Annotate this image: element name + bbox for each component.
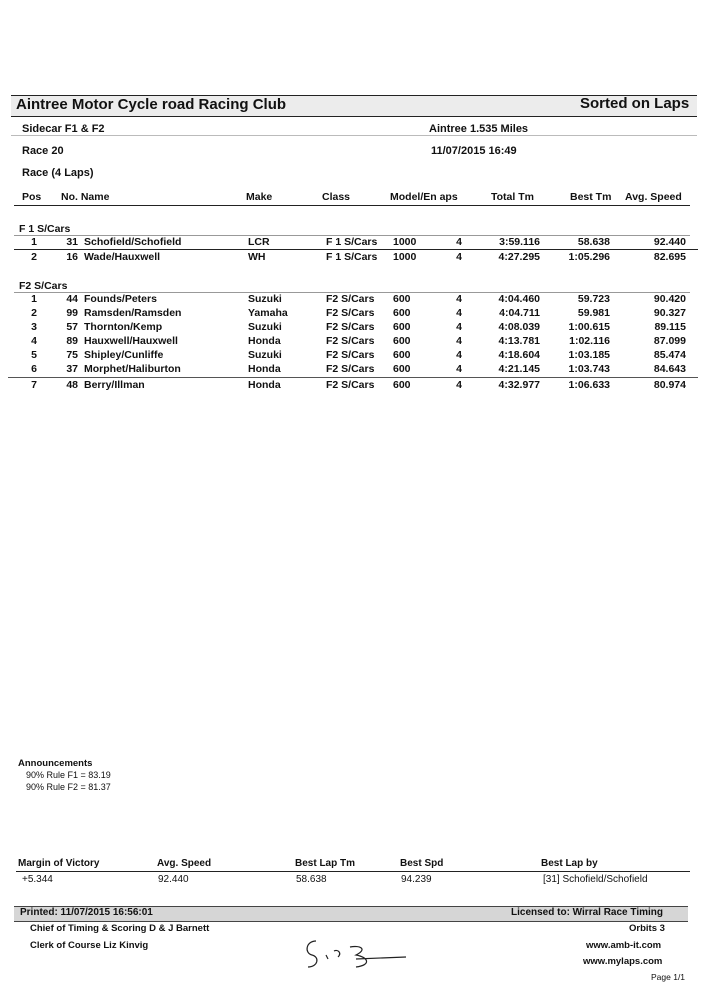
cell-laps: 4: [456, 236, 462, 248]
table-row: [0, 307, 707, 321]
column-header-row: [0, 191, 707, 205]
cell-pos: 6: [31, 363, 37, 375]
summary-underline: [16, 871, 690, 872]
cell-laps: 4: [456, 293, 462, 305]
cell-class: F2 S/Cars: [326, 335, 375, 347]
race-number: Race 20: [22, 145, 64, 157]
cell-total: 4:32.977: [498, 379, 540, 391]
col-avg: Avg. Speed: [625, 191, 682, 203]
cell-pos: 2: [31, 251, 37, 263]
cell-no: 48: [66, 379, 78, 391]
cell-no: 89: [66, 335, 78, 347]
cell-pos: 4: [31, 335, 37, 347]
group-label: F2 S/Cars: [19, 280, 68, 292]
col-total: Total Tm: [491, 191, 534, 203]
chief-of-timing: Chief of Timing & Scoring D & J Barnett: [30, 923, 210, 934]
cell-avg: 80.974: [653, 379, 686, 391]
clerk-of-course: Clerk of Course Liz Kinvig: [30, 940, 149, 951]
cell-no: 31: [66, 236, 78, 248]
cell-name: Hauxwell/Hauxwell: [84, 335, 178, 347]
cell-best: 1:00.615: [568, 321, 610, 333]
cell-make: Honda: [248, 363, 281, 375]
table-row: [0, 379, 707, 393]
signature-mark: [298, 935, 408, 975]
table-row: [0, 293, 707, 307]
cell-make: LCR: [248, 236, 270, 248]
col-class: Class: [322, 191, 351, 203]
cell-avg: 90.420: [653, 293, 686, 305]
summary-best-lap: 58.638: [296, 874, 327, 885]
event-name: Sidecar F1 & F2: [22, 123, 105, 135]
summary-header-best-lap: Best Lap Tm: [295, 858, 356, 869]
announcement-line: 90% Rule F2 = 81.37: [26, 782, 111, 792]
cell-make: WH: [248, 251, 266, 263]
cell-total: 4:04.460: [498, 293, 540, 305]
cell-avg: 89.115: [654, 321, 686, 333]
column-header-underline: [14, 205, 690, 206]
cell-model: 600: [393, 379, 411, 391]
cell-best: 1:03.743: [568, 363, 610, 375]
cell-laps: 4: [456, 307, 462, 319]
cell-name: Berry/Illman: [84, 379, 145, 391]
cell-total: 3:59.116: [499, 236, 540, 248]
cell-make: Honda: [248, 335, 281, 347]
table-row: [0, 251, 707, 265]
cell-model: 1000: [393, 251, 417, 263]
cell-model: 600: [393, 307, 411, 319]
cell-avg: 92.440: [653, 236, 686, 248]
cell-pos: 7: [31, 379, 37, 391]
col-pos: Pos: [22, 191, 42, 203]
cell-best: 1:06.633: [568, 379, 610, 391]
cell-pos: 1: [31, 293, 37, 305]
printed-timestamp: Printed: 11/07/2015 16:56:01: [20, 907, 153, 918]
table-row: [0, 321, 707, 335]
table-row: [0, 236, 707, 250]
sort-label: Sorted on Laps: [580, 95, 690, 112]
cell-no: 99: [66, 307, 78, 319]
licensed-to: Licensed to: Wirral Race Timing: [511, 907, 663, 918]
summary-margin: +5.344: [22, 874, 53, 885]
cell-total: 4:13.781: [498, 335, 540, 347]
cell-pos: 2: [31, 307, 37, 319]
cell-name: Wade/Hauxwell: [84, 251, 161, 263]
summary-best-spd: 94.239: [401, 874, 432, 885]
announcement-line: 90% Rule F1 = 83.19: [26, 770, 111, 780]
cell-model: 1000: [393, 236, 417, 248]
venue: Aintree 1.535 Miles: [429, 123, 529, 135]
summary-best-by: [31] Schofield/Schofield: [543, 874, 648, 885]
cell-total: 4:08.039: [498, 321, 540, 333]
orbits-version: Orbits 3: [629, 923, 665, 934]
cell-laps: 4: [456, 251, 462, 263]
cell-pos: 1: [31, 236, 37, 248]
cell-name: Morphet/Haliburton: [84, 363, 181, 375]
cell-laps: 4: [456, 321, 462, 333]
cell-pos: 3: [31, 321, 37, 333]
header-divider: [11, 135, 697, 136]
cell-avg: 90.327: [653, 307, 686, 319]
cell-model: 600: [393, 293, 411, 305]
cell-no: 37: [66, 363, 78, 375]
race-description: Race (4 Laps): [22, 167, 94, 179]
url-mylaps: www.mylaps.com: [583, 956, 663, 967]
summary-header-avg: Avg. Speed: [157, 858, 212, 869]
page-number: Page 1/1: [651, 972, 686, 982]
summary-header-best-by: Best Lap by: [541, 858, 598, 869]
col-make: Make: [246, 191, 273, 203]
cell-model: 600: [393, 335, 411, 347]
summary-header-margin: Margin of Victory: [18, 858, 100, 869]
cell-best: 59.723: [577, 293, 610, 305]
cell-best: 1:05.296: [568, 251, 610, 263]
cell-name: Schofield/Schofield: [84, 236, 182, 248]
cell-avg: 85.474: [653, 349, 686, 361]
cell-class: F2 S/Cars: [326, 349, 375, 361]
cell-name: Founds/Peters: [84, 293, 157, 305]
cell-class: F2 S/Cars: [326, 307, 375, 319]
cell-total: 4:27.295: [498, 251, 540, 263]
cell-avg: 87.099: [653, 335, 686, 347]
cell-make: Yamaha: [248, 307, 288, 319]
cell-make: Honda: [248, 379, 281, 391]
cell-make: Suzuki: [248, 293, 282, 305]
cell-no: 57: [66, 321, 78, 333]
cell-total: 4:04.711: [499, 307, 540, 319]
cell-pos: 5: [31, 349, 37, 361]
cell-best: 1:03.185: [568, 349, 610, 361]
race-datetime: 11/07/2015 16:49: [431, 145, 517, 157]
cell-name: Shipley/Cunliffe: [84, 349, 164, 361]
cell-best: 1:02.116: [569, 335, 610, 347]
url-amb: www.amb-it.com: [586, 940, 662, 951]
summary-header-best-spd: Best Spd: [400, 858, 444, 869]
table-row: [0, 363, 707, 377]
cell-laps: 4: [456, 349, 462, 361]
table-row: [0, 335, 707, 349]
cell-class: F2 S/Cars: [326, 363, 375, 375]
cell-class: F2 S/Cars: [326, 379, 375, 391]
cell-model: 600: [393, 321, 411, 333]
cell-name: Ramsden/Ramsden: [84, 307, 182, 319]
cell-no: 16: [66, 251, 78, 263]
summary-avg: 92.440: [158, 874, 189, 885]
cell-make: Suzuki: [248, 321, 282, 333]
cell-no: 44: [66, 293, 78, 305]
col-best: Best Tm: [570, 191, 612, 203]
cell-avg: 82.695: [653, 251, 686, 263]
cell-total: 4:18.604: [498, 349, 540, 361]
cell-model: 600: [393, 349, 411, 361]
cell-avg: 84.643: [653, 363, 686, 375]
announcements-title: Announcements: [18, 758, 93, 769]
cell-class: F 1 S/Cars: [326, 251, 378, 263]
club-title: Aintree Motor Cycle road Racing Club: [16, 96, 287, 113]
cell-class: F2 S/Cars: [326, 321, 375, 333]
cell-laps: 4: [456, 379, 462, 391]
cell-best: 58.638: [577, 236, 610, 248]
cell-total: 4:21.145: [498, 363, 540, 375]
cell-make: Suzuki: [248, 349, 282, 361]
cell-no: 75: [66, 349, 78, 361]
cell-laps: 4: [456, 335, 462, 347]
group-label: F 1 S/Cars: [19, 223, 71, 235]
cell-class: F 1 S/Cars: [326, 236, 378, 248]
row-separator: [8, 377, 698, 378]
table-row: [0, 349, 707, 363]
col-no-name: No. Name: [61, 191, 110, 203]
cell-class: F2 S/Cars: [326, 293, 375, 305]
cell-laps: 4: [456, 363, 462, 375]
cell-model: 600: [393, 363, 411, 375]
cell-name: Thornton/Kemp: [84, 321, 163, 333]
cell-best: 59.981: [577, 307, 610, 319]
row-separator: [14, 249, 698, 250]
col-model-laps: Model/En aps: [390, 191, 458, 203]
